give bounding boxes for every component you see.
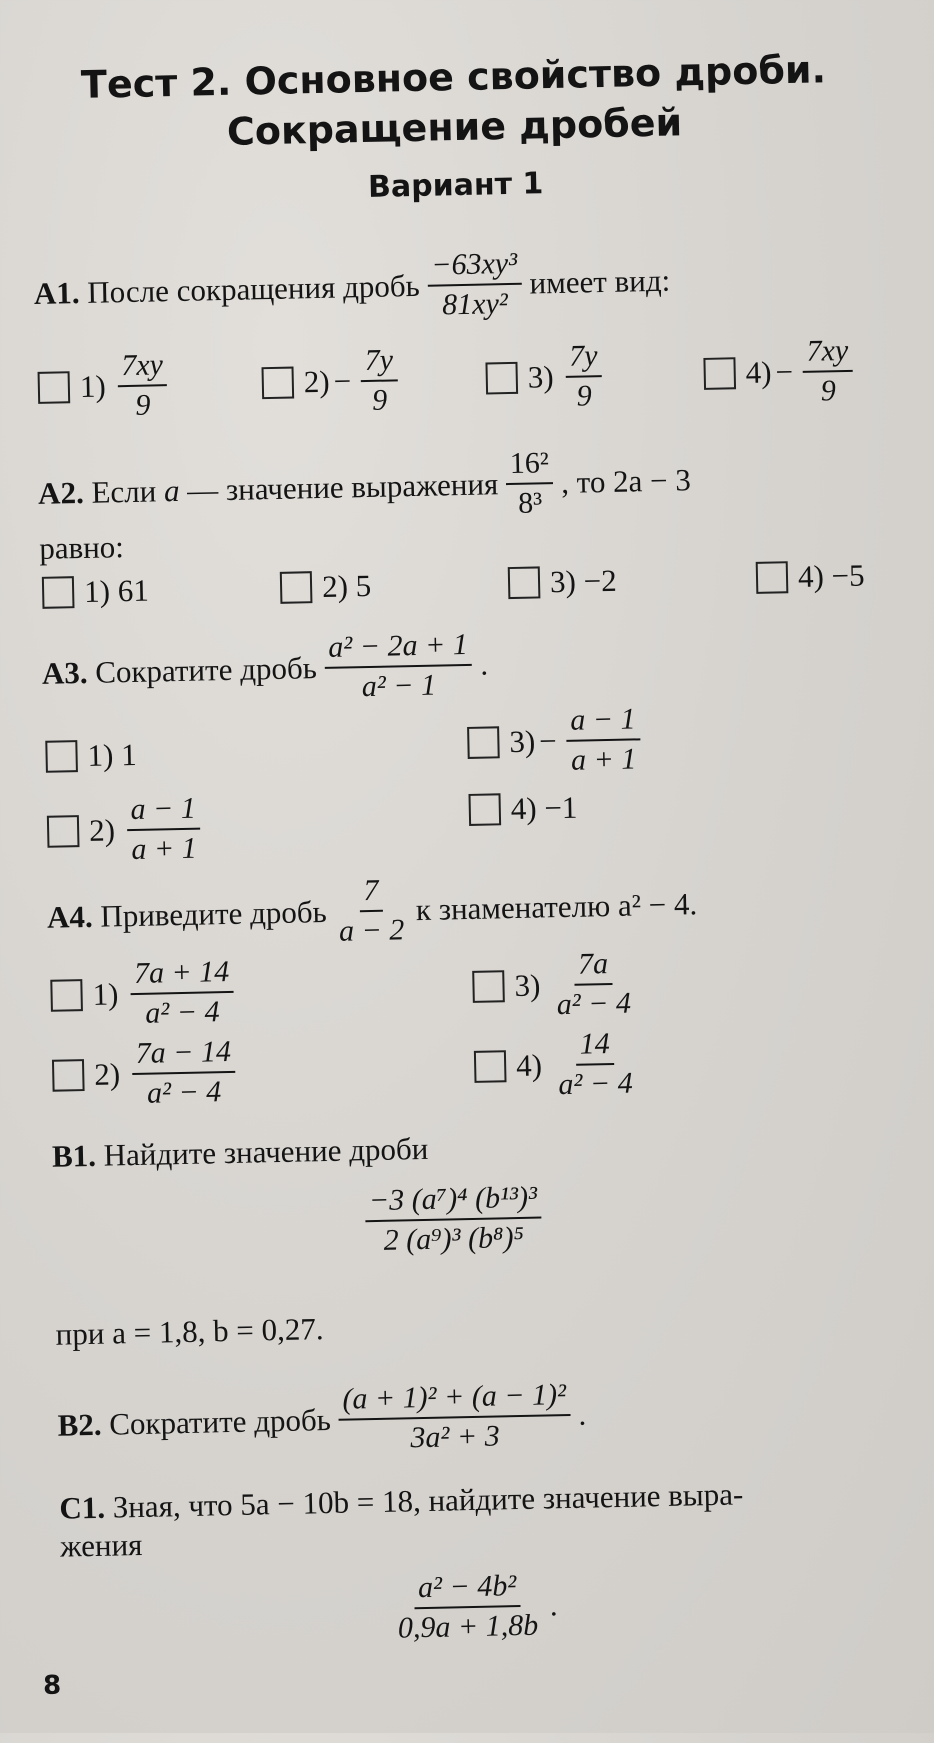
option-label: 1) 61 bbox=[83, 572, 150, 609]
fraction bbox=[360, 343, 398, 418]
fraction-numerator: 7xy bbox=[117, 348, 167, 387]
checkbox[interactable] bbox=[703, 357, 736, 390]
question-b1-expression bbox=[357, 1180, 551, 1258]
fraction-denominator: a² − 1 bbox=[361, 668, 437, 704]
fraction-denominator: 9 bbox=[371, 383, 388, 417]
title-line-1: Тест 2. Основное свойство дроби. bbox=[80, 47, 827, 107]
answer-option-a4-4[interactable] bbox=[473, 1026, 645, 1104]
checkbox[interactable] bbox=[52, 1059, 85, 1092]
option-label: 4) −1 bbox=[510, 789, 578, 827]
fraction-denominator: 9 bbox=[576, 379, 592, 413]
fraction bbox=[553, 1027, 637, 1103]
fraction-numerator: 7 bbox=[359, 874, 383, 912]
fraction bbox=[126, 792, 201, 868]
question-b1-condition: при a = 1,8, b = 0,27. bbox=[55, 1311, 324, 1352]
fraction-denominator: a² − 4 bbox=[146, 1075, 222, 1110]
variable: a bbox=[163, 472, 180, 509]
question-c1-expression bbox=[385, 1568, 559, 1646]
fraction-numerator: 7y bbox=[565, 339, 602, 378]
fraction-denominator: 0,9a + 1,8b bbox=[397, 1608, 539, 1645]
fraction bbox=[393, 1569, 543, 1646]
question-tail: . bbox=[479, 646, 489, 682]
checkbox[interactable] bbox=[474, 1050, 507, 1083]
question-a1 bbox=[33, 244, 671, 331]
question-tail: . bbox=[549, 1587, 558, 1623]
fraction-denominator: 8³ bbox=[517, 486, 543, 520]
checkbox[interactable] bbox=[756, 561, 789, 594]
option-label: 2) bbox=[303, 363, 331, 400]
fraction-numerator: (a + 1)² + (a − 1)² bbox=[338, 1378, 570, 1421]
fraction bbox=[427, 247, 522, 323]
fraction-denominator: a + 1 bbox=[570, 742, 637, 777]
checkbox[interactable] bbox=[280, 571, 313, 604]
answer-option-a2-3[interactable] bbox=[508, 563, 617, 601]
question-text-2: — значение выражения bbox=[186, 466, 499, 508]
fraction bbox=[130, 955, 235, 1031]
fraction-numerator: 7a bbox=[574, 947, 613, 986]
checkbox[interactable] bbox=[45, 740, 78, 773]
fraction bbox=[334, 873, 409, 949]
variant-heading: Вариант 1 bbox=[367, 166, 544, 205]
checkbox[interactable] bbox=[47, 815, 80, 848]
fraction-numerator: 16² bbox=[505, 446, 553, 485]
question-number: А1. bbox=[33, 274, 80, 311]
question-tail: имеет вид: bbox=[529, 262, 671, 301]
fraction-denominator: a² − 4 bbox=[556, 986, 632, 1022]
answer-option-a1-2[interactable] bbox=[261, 343, 406, 420]
question-text: Сократите дробь bbox=[108, 1401, 332, 1442]
fraction-numerator: a² − 4b² bbox=[414, 1569, 521, 1609]
title-line-2: Сокращение дробей bbox=[226, 100, 683, 154]
question-tail: к знаменателю a² − 4. bbox=[415, 886, 698, 928]
question-number: А2. bbox=[37, 474, 85, 511]
fraction-numerator: 7a − 14 bbox=[131, 1035, 235, 1075]
fraction-denominator: a² − 4 bbox=[144, 995, 220, 1030]
question-number: А3. bbox=[41, 654, 88, 691]
question-a2-continued: равно: bbox=[38, 529, 125, 566]
question-a3 bbox=[41, 628, 489, 711]
question-c1-continued: жения bbox=[59, 1526, 143, 1564]
fraction-denominator: 9 bbox=[820, 374, 837, 408]
answer-option-a3-2[interactable] bbox=[46, 791, 209, 868]
question-text: Зная, что 5a − 10b = 18, найдите значение выра- bbox=[112, 1476, 744, 1525]
fraction-denominator: 81xy² bbox=[441, 287, 509, 322]
question-number: В1. bbox=[51, 1137, 97, 1174]
question-text: После сокращения дробь bbox=[86, 267, 421, 310]
page-title bbox=[43, 44, 865, 161]
fraction bbox=[505, 446, 554, 521]
answer-option-a2-4[interactable] bbox=[756, 558, 865, 596]
question-text: Приведите дробь bbox=[99, 893, 328, 934]
fraction bbox=[552, 947, 636, 1023]
fraction bbox=[565, 339, 603, 414]
answer-option-a4-1[interactable] bbox=[50, 955, 243, 1033]
checkbox[interactable] bbox=[472, 970, 505, 1003]
question-tail: . bbox=[578, 1396, 587, 1432]
answer-option-a3-1[interactable] bbox=[45, 737, 137, 775]
option-label: 1) bbox=[92, 976, 119, 1012]
fraction-numerator: a − 1 bbox=[566, 702, 640, 742]
fraction-numerator: 7a + 14 bbox=[130, 955, 234, 995]
fraction-numerator: a − 1 bbox=[126, 792, 200, 832]
fraction-denominator: 2 (a⁹)³ (b⁸)⁵ bbox=[383, 1220, 525, 1257]
checkbox[interactable] bbox=[42, 576, 75, 609]
option-label: 4) bbox=[515, 1047, 543, 1084]
answer-option-a2-2[interactable] bbox=[280, 568, 372, 606]
fraction-numerator: a² − 2a + 1 bbox=[324, 628, 472, 669]
question-tail: , то 2a − 3 bbox=[560, 462, 692, 500]
checkbox[interactable] bbox=[508, 566, 541, 599]
question-c1 bbox=[59, 1476, 744, 1526]
fraction-denominator: a + 1 bbox=[131, 831, 197, 867]
question-number: В2. bbox=[57, 1406, 102, 1443]
option-label: 2) bbox=[88, 812, 116, 848]
answer-option-a1-1[interactable] bbox=[37, 348, 176, 425]
question-text: Найдите значение дроби bbox=[103, 1130, 429, 1173]
fraction bbox=[324, 628, 473, 705]
checkbox[interactable] bbox=[38, 371, 71, 404]
checkbox[interactable] bbox=[468, 793, 501, 826]
answer-option-a3-4[interactable] bbox=[468, 790, 577, 828]
minus-sign: − bbox=[333, 363, 352, 399]
fraction bbox=[338, 1378, 571, 1457]
answer-option-a4-3[interactable] bbox=[472, 946, 644, 1024]
fraction-numerator: −3 (a⁷)⁴ (b¹³)³ bbox=[365, 1181, 542, 1223]
minus-sign: − bbox=[538, 723, 558, 759]
question-text: Сократите дробь bbox=[94, 650, 318, 690]
answer-option-a1-4[interactable] bbox=[703, 334, 861, 411]
option-label: 4) −5 bbox=[797, 557, 865, 595]
option-label: 3) bbox=[509, 723, 536, 760]
answer-option-a2-1[interactable] bbox=[42, 573, 149, 611]
option-label: 3) bbox=[514, 967, 541, 1004]
answer-option-a1-3[interactable] bbox=[485, 339, 611, 416]
option-label: 3) −2 bbox=[549, 562, 617, 600]
question-a2 bbox=[37, 443, 691, 531]
question-b1 bbox=[52, 1131, 429, 1175]
question-b2 bbox=[57, 1378, 587, 1463]
fraction-numerator: −63xy³ bbox=[427, 247, 522, 287]
question-text: Если bbox=[91, 473, 157, 510]
option-label: 1) bbox=[79, 368, 107, 404]
answer-option-a4-2[interactable] bbox=[52, 1035, 245, 1113]
question-number: А4. bbox=[46, 898, 93, 935]
checkbox[interactable] bbox=[261, 367, 294, 400]
question-number: С1. bbox=[58, 1489, 106, 1526]
checkbox[interactable] bbox=[50, 979, 83, 1012]
option-label: 3) bbox=[527, 359, 554, 395]
fraction-numerator: 7xy bbox=[802, 334, 852, 373]
question-a4 bbox=[46, 867, 698, 955]
fraction-numerator: 7y bbox=[360, 343, 397, 382]
fraction bbox=[131, 1035, 236, 1111]
checkbox[interactable] bbox=[485, 362, 518, 395]
fraction-denominator: a² − 4 bbox=[558, 1066, 633, 1102]
option-label: 2) bbox=[93, 1056, 121, 1092]
option-label: 4) bbox=[745, 354, 772, 391]
fraction-denominator: a − 2 bbox=[338, 913, 405, 948]
page-number: 8 bbox=[42, 1670, 62, 1702]
option-label: 1) 1 bbox=[87, 736, 138, 773]
checkbox[interactable] bbox=[467, 726, 500, 759]
fraction bbox=[117, 348, 168, 423]
answer-option-a3-3[interactable] bbox=[467, 702, 649, 780]
fraction bbox=[802, 334, 853, 409]
fraction-denominator: 3a² + 3 bbox=[410, 1419, 501, 1455]
minus-sign: − bbox=[775, 354, 794, 390]
fraction-numerator: 14 bbox=[575, 1027, 614, 1066]
fraction-denominator: 9 bbox=[135, 388, 151, 422]
option-label: 2) 5 bbox=[321, 567, 372, 604]
fraction bbox=[365, 1181, 543, 1259]
fraction bbox=[566, 702, 641, 778]
